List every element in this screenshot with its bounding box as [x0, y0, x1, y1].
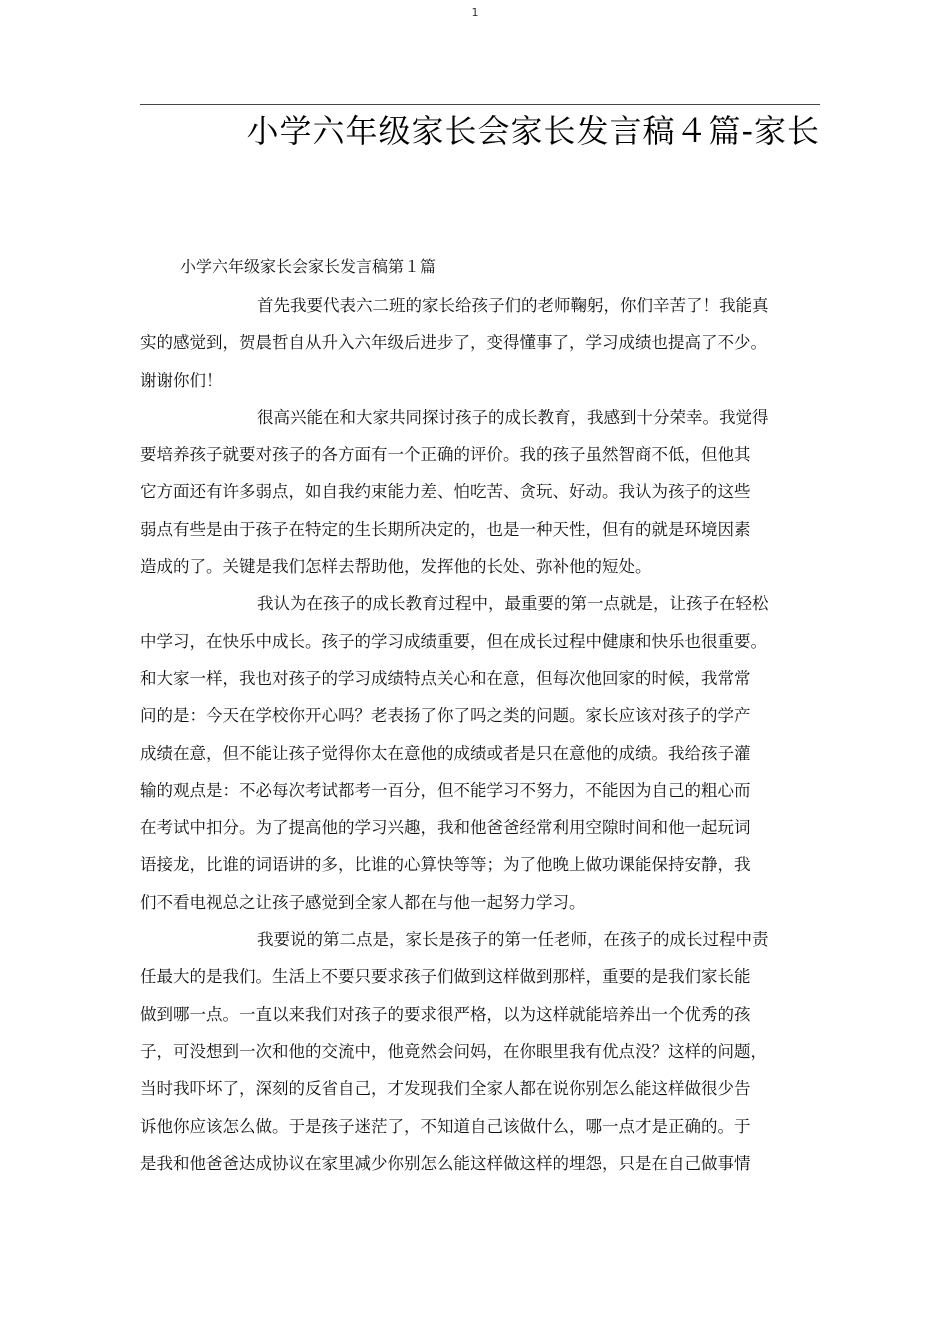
text-line: 造成的了。关键是我们怎样去帮助他，发挥他的长处、弥补他的短处。	[140, 557, 652, 577]
text-line: 中学习，在快乐中成长。孩子的学习成绩重要，但在成长过程中健康和快乐也很重要。	[140, 631, 767, 651]
text-line: 我认为在孩子的成长教育过程中，最重要的第一点就是，让孩子在轻松	[257, 594, 769, 614]
text-line: 我要说的第二点是，家长是孩子的第一任老师，在孩子的成长过程中责	[257, 930, 769, 950]
document-title: 小学六年级家长会家长发言稿４篇-家长	[246, 112, 820, 150]
text-line: 很高兴能在和大家共同探讨孩子的成长教育，我感到十分荣幸。我觉得	[257, 407, 769, 427]
header-rule	[140, 104, 820, 105]
text-line: 语接龙，比谁的词语讲的多，比谁的心算快等等；为了他晚上做功课能保持安静，我	[140, 855, 751, 875]
text-line: 弱点有些是由于孩子在特定的生长期所决定的，也是一种天性，但有的就是环境因素	[140, 519, 751, 539]
section-heading: 小学六年级家长会家长发言稿第１篇	[180, 257, 437, 276]
text-line: 谢谢你们！	[140, 370, 223, 390]
text-line: 子，可没想到一次和他的交流中，他竟然会问妈，在你眼里我有优点没？这样的问题，	[140, 1041, 767, 1061]
document-body	[140, 287, 832, 1182]
text-line: 实的感觉到，贺晨哲自从升入六年级后进步了，变得懂事了，学习成绩也提高了不少。	[140, 333, 767, 353]
text-line: 它方面还有许多弱点，如自我约束能力差、怕吃苦、贪玩、好动。我认为孩子的这些	[140, 482, 751, 502]
text-line: 首先我要代表六二班的家长给孩子们的老师鞠躬，你们辛苦了！我能真	[257, 296, 769, 315]
text-line: 任最大的是我们。生活上不要只要求孩子们做到这样做到那样，重要的是我们家长能	[140, 967, 751, 987]
text-line: 们不看电视总之让孩子感觉到全家人都在与他一起努力学习。	[140, 892, 586, 912]
text-line: 是我和他爸爸达成协议在家里减少你别怎么能这样做这样的埋怨，只是在自己做事情	[140, 1153, 751, 1173]
page-number: 1	[471, 6, 479, 19]
text-line: 问的是：今天在学校你开心吗？老表扬了你了吗之类的问题。家长应该对孩子的学产	[140, 706, 751, 726]
text-line: 要培养孩子就要对孩子的各方面有一个正确的评价。我的孩子虽然智商不低，但他其	[140, 445, 751, 465]
text-line: 成绩在意，但不能让孩子觉得你太在意他的成绩或者是只在意他的成绩。我给孩子灌	[140, 743, 751, 763]
text-line: 和大家一样，我也对孩子的学习成绩特点关心和在意，但每次他回家的时候，我常常	[140, 668, 751, 688]
text-line: 在考试中扣分。为了提高他的学习兴趣，我和他爸爸经常利用空隙时间和他一起玩词	[140, 818, 751, 838]
text-line: 做到哪一点。一直以来我们对孩子的要求很严格，以为这样就能培养出一个优秀的孩	[140, 1004, 751, 1024]
text-line: 诉他你应该怎么做。于是孩子迷茫了，不知道自己该做什么，哪一点才是正确的。于	[140, 1116, 751, 1136]
text-line: 输的观点是：不必每次考试都考一百分，但不能学习不努力，不能因为自己的粗心而	[140, 780, 751, 800]
text-line: 当时我吓坏了，深刻的反省自己，才发现我们全家人都在说你别怎么能这样做很少告	[140, 1079, 751, 1099]
